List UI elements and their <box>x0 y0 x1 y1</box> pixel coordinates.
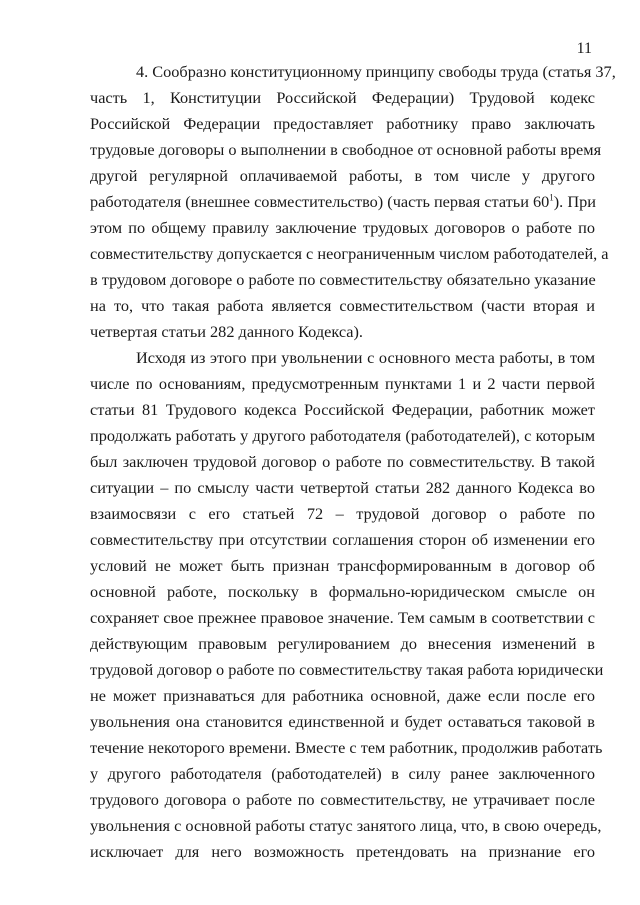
text-line: взаимосвязи с его статьей 72 – трудовой договор о работе по <box>90 504 595 523</box>
text-line-with-footnote <box>90 189 595 215</box>
superscript: 1 <box>549 192 554 203</box>
text-line: увольнения с основной работы статус занятого лица, что, в свою очередь, <box>90 816 602 835</box>
text-line: в трудовом договоре о работе по совместительству обязательно указание <box>90 270 596 289</box>
text-line: у другого работодателя (работодателей) в силу ранее заключенного <box>90 764 595 783</box>
text-line: увольнения она становится единственной и будет оставаться таковой в <box>90 712 595 731</box>
text-line: ситуации – по смыслу части четвертой статьи 282 данного Кодекса во <box>90 478 595 497</box>
text-line: другой регулярной оплачиваемой работы, в том числе у другого <box>90 166 595 185</box>
text-line: статьи 81 Трудового кодекса Российской Федерации, работник может <box>90 400 595 419</box>
paragraph-2 <box>90 345 604 865</box>
text-line: действующим правовым регулированием до внесения изменений в <box>90 634 595 653</box>
text-line: трудовой договор о работе по совместительству такая работа юридически <box>90 660 604 679</box>
text-line: течение некоторого времени. Вместе с тем работник, продолжив работать <box>90 738 603 757</box>
text-line: не может признаваться для работника основной, даже если после его <box>90 686 595 705</box>
text-line: трудового договора о работе по совместительству, не утрачивает после <box>90 790 595 809</box>
text-line: этом по общему правилу заключение трудовых договоров о работе по <box>90 218 595 237</box>
text-line: 4. Сообразно конституционному принципу свободы труда (статья 37, <box>136 62 616 81</box>
text-line: числе по основаниям, предусмотренным пунктами 1 и 2 части первой <box>90 374 595 393</box>
text-line: продолжать работать у другого работодателя (работодателей), с которым <box>90 426 595 445</box>
text-line: сохраняет свое прежнее правовое значение. Тем самым в соответствии с <box>90 608 595 627</box>
text-line: на то, что такая работа является совместительством (части вторая и <box>90 296 595 315</box>
text-line: трудовые договоры о выполнении в свободное от основной работы время <box>90 140 602 159</box>
text-line: исключает для него возможность претендовать на признание его <box>90 842 595 861</box>
text-line: четвертая статьи 282 данного Кодекса). <box>90 322 363 341</box>
text-line: часть 1, Конституции Российской Федерации) Трудовой кодекс <box>90 88 595 107</box>
text-line-tail: ). При <box>553 192 596 211</box>
text-line: основной работе, поскольку в формально-юридическом смысле он <box>90 582 595 601</box>
text-line: Исходя из этого при увольнении с основного места работы, в том <box>136 348 595 367</box>
text-line: Российской Федерации предоставляет работнику право заключать <box>90 114 595 133</box>
text-line: совместительству при отсутствии соглашения сторон об изменении его <box>90 530 595 549</box>
text-line: условий не может быть признан трансформированным в договор об <box>90 556 595 575</box>
text-line-part: работодателя (внешнее совместительство) (часть первая статьи 60 <box>90 192 550 211</box>
body-text <box>90 59 616 865</box>
text-line: был заключен трудовой договор о работе по совместительству. В такой <box>90 452 595 471</box>
page-number: 11 <box>576 40 592 57</box>
text-line: совместительству допускается с неограниченным числом работодателей, а <box>90 244 609 263</box>
paragraph-1 <box>90 59 616 345</box>
